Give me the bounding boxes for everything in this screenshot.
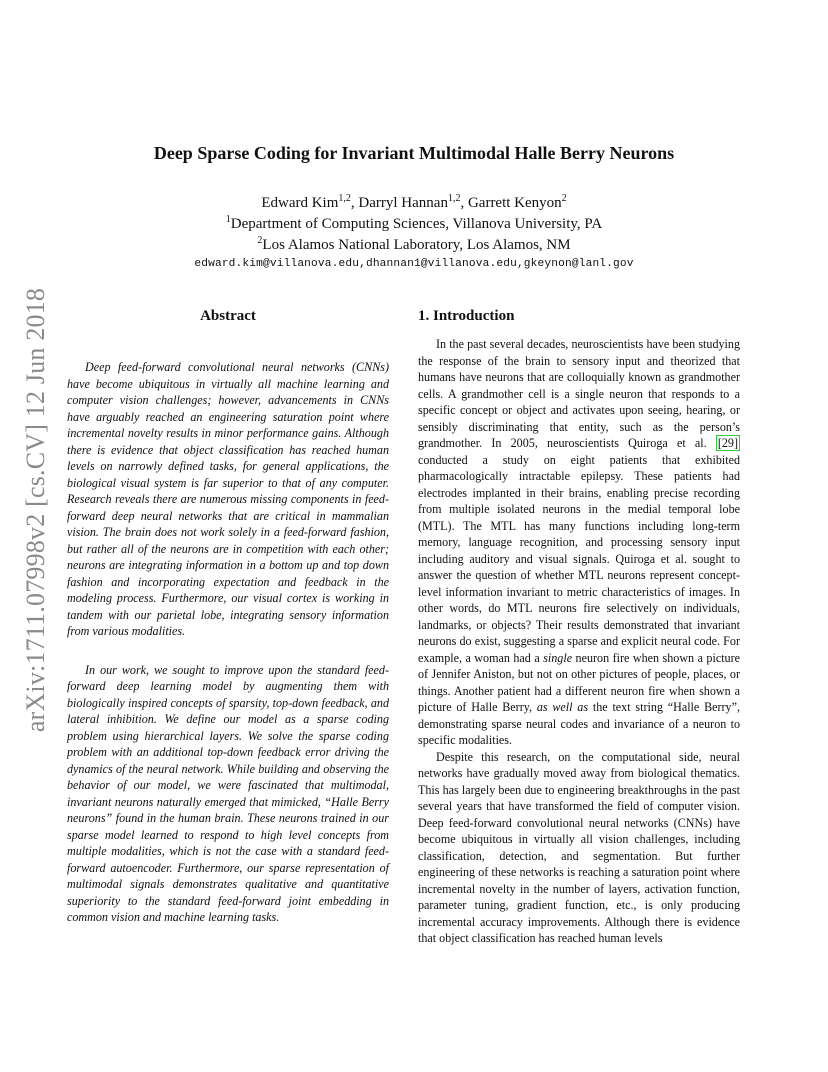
- author-name: Garrett Kenyon: [467, 195, 562, 211]
- author-affiliation-mark: 2: [561, 193, 567, 204]
- affiliation-mark: 2: [257, 235, 263, 246]
- abstract-heading: Abstract: [200, 308, 256, 324]
- emphasis-text: single: [543, 650, 573, 665]
- intro-text-segment: the text string “Halle Berry”, demonstrating sparse neural codes and invariance of a neuron to specific modalities.: [418, 700, 740, 747]
- affiliation-text: Department of Computing Sciences, Villanova University, PA: [230, 216, 603, 232]
- author-separator: ,: [350, 195, 359, 211]
- affiliation-text: Los Alamos National Laboratory, Los Alamos, NM: [262, 237, 571, 253]
- paper-title: Deep Sparse Coding for Invariant Multimodal Halle Berry Neurons: [153, 143, 675, 163]
- author-name: Edward Kim: [261, 195, 339, 211]
- abstract-paragraph-2: In our work, we sought to improve upon the standard feed-forward deep learning model by augmenting them with biologically inspired concepts of sparsity, top-down feedback, and lateral inhibition. We define our model as a sparse coding problem using hierarchical layers. We solve the sparse coding problem with an additional top-down feedback error driving the dynamics of the neural network. While building and observing the behavior of our model, we were fascinated that multimodal, invariant neurons naturally emerged that mimicked, “Halle Berry neurons” found in the human brain. These neurons trained in our sparse model learned to respond to high level concepts from multiple modalities, which is not the case with a standard feed-forward autoencoder. Furthermore, our sparse representation of multimodal signals demonstrates qualitative and quantitative superiority to the standard feed-forward joint embedding in common vision and machine learning tasks.: [67, 662, 389, 924]
- introduction-paragraph-2: Despite this research, on the computational side, neural networks have gradually moved away from biological thematics. This has largely been due to engineering breakthroughs in the past several years that have transformed the field of computer vision. Deep feed-forward convolutional neural networks (CNNs) have become ubiquitous in virtually all vision challenges, including classification, detection, and segmentation. But further engineering of these networks is reaching a saturation point where incremental novelty in the number of layers, activation function, parameter tuning, gradient function, etc., is only producing incremental accuracy improvements. Although there is evidence that object classification has reached human levels: [418, 749, 740, 945]
- introduction-paragraph-1: [418, 336, 740, 749]
- introduction-heading: 1. Introduction: [418, 308, 515, 324]
- arxiv-identifier-stamp: [16, 287, 56, 733]
- author-block: [60, 193, 768, 256]
- arxiv-identifier-text: arXiv:1711.07998v2 [cs.CV] 12 Jun 2018: [21, 287, 50, 733]
- author-affiliation-mark: 1,2: [338, 193, 351, 204]
- right-column: [418, 306, 740, 947]
- intro-text-segment: neuron fire when shown a picture of Jennifer Aniston, but not on other pictures of people, places, or things. Another patient had a different neuron fire when shown a picture of Halle Berry,: [418, 650, 740, 714]
- emphasis-text: as well as: [536, 700, 589, 714]
- intro-text-segment: conducted a study on eight patients that exhibited pharmacologically intractable epilepsy. These patients had electrodes implanted in their brains, enabling precise recording from multiple isolated neurons in the medial temporal lobe (MTL). The MTL has many functions including long-term memory, language recognition, and processing sensory input including auditory and visual signals. Quiroga et al. sought to answer the question of whether MTL neurons represent concept-level information invariant to metric characteristics of images. In other words, do MTL neurons fire selectively on individuals, landmarks, or objects? Their results demonstrated that invariant neurons do exist, suggesting a sparse and explicit neural code. For example, a woman had a: [418, 452, 740, 665]
- left-column: [67, 306, 389, 926]
- author-emails: edward.kim@villanova.edu,dhannan1@villanova.edu,gkeynon@lanl.gov: [194, 258, 634, 270]
- author-name: Darryl Hannan: [358, 195, 448, 211]
- intro-text-segment: In the past several decades, neuroscientists have been studying the response of the brain to sensory input and theorized that humans have neurons that are colloquially known as grandmother cells. A grandmother cell is a single neuron that responds to a specific concept or object and activates upon seeing, hearing, or sensibly discriminating that entity, such as the person’s grandmother. In 2005, neuroscientists Quiroga et al.: [418, 337, 740, 450]
- abstract-paragraph-1: Deep feed-forward convolutional neural networks (CNNs) have become ubiquitous in virtually all machine learning and computer vision challenges; however, advancements in CNNs have arguably reached an engineering saturation point where incremental novelty results in minor performance gains. Although there is evidence that object classification has reached human levels on narrowly defined tasks, for general applications, the biological visual system is far superior to that of any computer. Research reveals there are numerous missing components in feed-forward deep neural networks that are critical in mammalian vision. The brain does not work solely in a feed-forward fashion, but rather all of the neurons are in competition with each other; neurons are integrating information in a bottom up and top down fashion and incorporating expectation and feedback in the modeling process. Furthermore, our visual cortex is working in tandem with our parietal lobe, integrating sensory information from various modalities.: [67, 360, 389, 638]
- citation-link[interactable]: [29]: [717, 436, 738, 450]
- author-names: [60, 193, 768, 214]
- affiliation-mark: 1: [225, 214, 231, 225]
- author-affiliation-mark: 1,2: [447, 193, 461, 204]
- author-separator: ,: [460, 195, 468, 211]
- affiliation-1: [60, 214, 768, 235]
- affiliation-2: [60, 235, 768, 256]
